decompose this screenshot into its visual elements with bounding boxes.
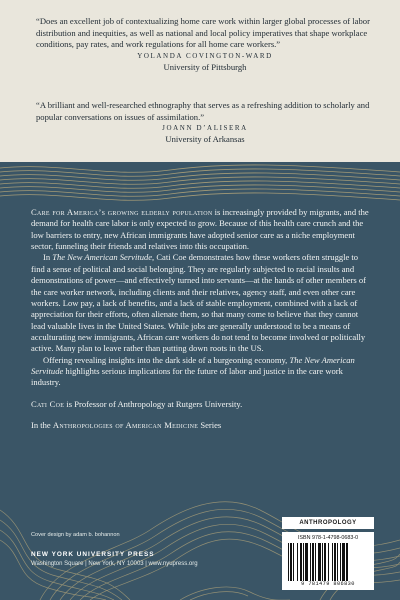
endorsement-panel	[0, 0, 400, 162]
author-bio: Cati Coe is Professor of Anthropology at Rutgers University.	[31, 398, 243, 409]
quote-text: “A brilliant and well-researched ethnography that serves as a refreshing addition to scholarly and popular conversations on issues of assimilation.”	[36, 100, 370, 122]
barcode-block	[282, 532, 374, 590]
series-line: In the Anthropologies of American Medicine Series	[31, 420, 222, 431]
barcode-number: 9 781479 806830	[301, 581, 355, 587]
barcode-icon	[288, 543, 368, 581]
series-name: Anthropologies of American Medicine	[52, 420, 199, 431]
description-text	[31, 207, 371, 431]
quote-affiliation: University of Arkansas	[165, 134, 245, 145]
cover-design-credit: Cover design by adam b. bohannon	[31, 532, 120, 538]
endorsement-quote	[36, 100, 374, 146]
author-name: Cati Coe	[31, 398, 65, 409]
subject-label: ANTHROPOLOGY	[282, 517, 374, 529]
book-title: The New American Servitude	[31, 354, 355, 377]
book-title: The New American Servitude	[52, 252, 153, 263]
endorsement-quote	[36, 16, 374, 73]
description-paragraph: Offering revealing insights into the dark side of a burgeoning economy, The New American Servitude highlights serious implications for the future of labor and justice in the care work industry.	[31, 354, 355, 388]
isbn-text: ISBN 978-1-4798-0683-0	[297, 535, 359, 541]
quote-affiliation: University of Pittsburgh	[163, 61, 247, 72]
publisher-address: Washington Square | New York, NY 10003 | www.nyupress.org	[31, 561, 198, 567]
quote-author: YOLANDA COVINGTON-WARD	[137, 51, 273, 60]
lead-in-phrase: Care for America’s growing elderly population	[31, 207, 213, 217]
description-paragraph: Care for America’s growing elderly population is increasingly provided by migrants, and the demand for health care labor is only expected to grow. Because of this health care crunch and the low barriers to entry, new African immigrants have adopted senior care as a niche employment sector, funneling their friends and relatives into this occupation.	[31, 207, 369, 252]
publisher-name: NEW YORK UNIVERSITY PRESS	[31, 551, 155, 558]
quote-author: JOANN D’ALISERA	[162, 124, 248, 133]
description-paragraph: In The New American Servitude, Cati Coe demonstrates how these workers often struggle to find a sense of political and social belonging. They are regularly subjected to racial insults and demonstrations of power—and effectively turned into servants—at the hands of other members of the care worker network, including clients and their relatives, agency staff, and even other care workers. Low pay, a lack of benefits, and a lack of stable employment, combined with a lack of appreciation for their efforts, often alienate them, so that many come to believe that they cannot lead valuable lives in the United States. While jobs are generally understood to be a means of acculturating new immigrants, African care workers do not tend to become involved or politically active. Many plan to leave rather than putting down roots in the US.	[31, 252, 366, 354]
decorative-wave-band	[0, 162, 400, 202]
quote-text: “Does an excellent job of contextualizing home care work within larger global processes of labor distribution and inequities, as well as national and local policy imperatives that shape workplace conditions, pay rates, and work regulations for all home care workers.”	[36, 16, 370, 50]
